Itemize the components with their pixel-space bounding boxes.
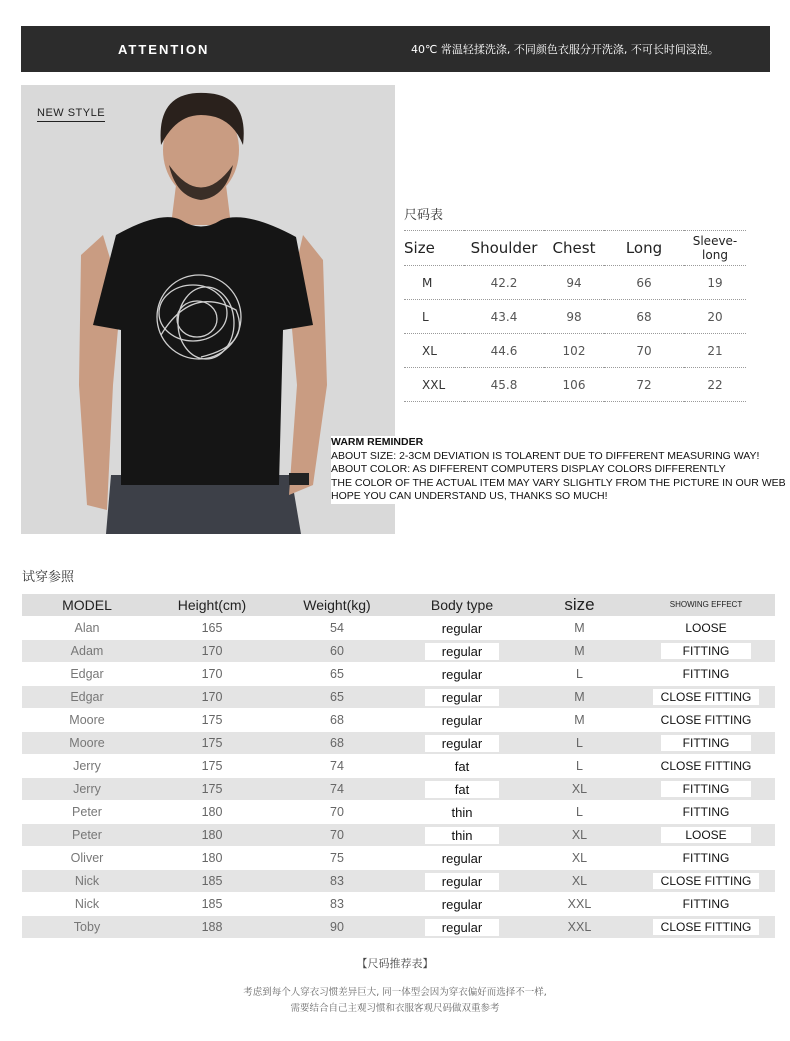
size-cell: 21 xyxy=(684,334,746,368)
size-chart-header xyxy=(404,231,746,266)
weight-cell: 60 xyxy=(272,640,402,663)
showing-effect-value: FITTING xyxy=(661,804,751,820)
model-name-cell: Adam xyxy=(22,640,152,663)
fit-chart-header xyxy=(22,594,775,617)
size-row xyxy=(404,334,746,368)
new-style-label: NEW STYLE xyxy=(37,107,105,122)
size-cell: L xyxy=(522,755,637,778)
model-header: MODEL xyxy=(22,594,152,617)
height-cell: 170 xyxy=(152,640,272,663)
height-cell: 185 xyxy=(152,893,272,916)
fit-row xyxy=(22,870,775,893)
chest-header: Chest xyxy=(544,231,604,266)
sleeve-long-header: Sleeve-long xyxy=(684,231,746,266)
body-type-value: regular xyxy=(425,689,499,706)
weight-cell: 90 xyxy=(272,916,402,939)
showing-effect-cell xyxy=(637,709,775,732)
size-cell: L xyxy=(522,801,637,824)
fit-row xyxy=(22,686,775,709)
showing-effect-value: FITTING xyxy=(661,666,751,682)
long-header: Long xyxy=(604,231,684,266)
showing-effect-value: FITTING xyxy=(661,735,751,751)
body-type-value: regular xyxy=(425,712,499,729)
size-cell: 94 xyxy=(544,266,604,300)
size-cell: 20 xyxy=(684,300,746,334)
weight-cell: 83 xyxy=(272,893,402,916)
size-cell: 22 xyxy=(684,368,746,402)
height-cell: 175 xyxy=(152,755,272,778)
fit-row xyxy=(22,893,775,916)
model-name-cell: Oliver xyxy=(22,847,152,870)
size-cell: 44.6 xyxy=(464,334,544,368)
body-type-value: regular xyxy=(425,735,499,752)
size-cell: XL xyxy=(522,824,637,847)
size-row xyxy=(404,266,746,300)
height-cell: 165 xyxy=(152,617,272,640)
showing-effect-value: CLOSE FITTING xyxy=(653,919,760,935)
body-type-cell xyxy=(402,824,522,847)
body-type-cell xyxy=(402,709,522,732)
showing-effect-cell xyxy=(637,640,775,663)
body-type-cell xyxy=(402,640,522,663)
footer-note xyxy=(0,985,790,1017)
size-header: Size xyxy=(404,231,464,266)
height-cell: 170 xyxy=(152,686,272,709)
fit-row xyxy=(22,732,775,755)
height-cell: 180 xyxy=(152,824,272,847)
weight-cell: 65 xyxy=(272,663,402,686)
model-name-cell: Peter xyxy=(22,801,152,824)
fit-row xyxy=(22,617,775,640)
height-header: Height(cm) xyxy=(152,594,272,617)
height-cell: 188 xyxy=(152,916,272,939)
shoulder-header: Shoulder xyxy=(464,231,544,266)
model-name-cell: Alan xyxy=(22,617,152,640)
size-cell: XL xyxy=(522,847,637,870)
showing-effect-value: LOOSE xyxy=(661,620,751,636)
reminder-line: ABOUT COLOR: AS DIFFERENT COMPUTERS DISPLAY COLORS DIFFERENTLY xyxy=(331,463,726,475)
showing-effect-cell xyxy=(637,801,775,824)
size-cell: XXL xyxy=(404,368,464,402)
weight-cell: 83 xyxy=(272,870,402,893)
size-cell: L xyxy=(522,663,637,686)
body-type-value: fat xyxy=(425,758,499,775)
body-type-value: regular xyxy=(425,873,499,890)
size-cell: XXL xyxy=(522,916,637,939)
size-cell: 19 xyxy=(684,266,746,300)
size-cell: XL xyxy=(522,870,637,893)
showing-effect-cell xyxy=(637,755,775,778)
size-header: size xyxy=(522,594,637,617)
model-name-cell: Moore xyxy=(22,709,152,732)
showing-effect-value: FITTING xyxy=(661,850,751,866)
weight-cell: 54 xyxy=(272,617,402,640)
body-type-header: Body type xyxy=(402,594,522,617)
body-type-cell xyxy=(402,732,522,755)
height-cell: 170 xyxy=(152,663,272,686)
model-name-cell: Edgar xyxy=(22,686,152,709)
footer-line: 需要结合自己主观习惯和衣服客观尺码做双重参考 xyxy=(290,1003,500,1014)
size-cell: 72 xyxy=(604,368,684,402)
fit-row xyxy=(22,640,775,663)
size-cell: XXL xyxy=(522,893,637,916)
weight-cell: 70 xyxy=(272,824,402,847)
size-cell: XL xyxy=(522,778,637,801)
body-type-cell xyxy=(402,778,522,801)
fit-row xyxy=(22,916,775,939)
showing-effect-value: CLOSE FITTING xyxy=(653,712,760,728)
attention-banner xyxy=(21,26,770,72)
body-type-cell xyxy=(402,893,522,916)
body-type-cell xyxy=(402,870,522,893)
body-type-cell xyxy=(402,617,522,640)
footer-title: 【尺码推荐表】 xyxy=(356,957,434,970)
weight-cell: 68 xyxy=(272,732,402,755)
body-type-value: thin xyxy=(425,827,499,844)
model-name-cell: Toby xyxy=(22,916,152,939)
weight-cell: 68 xyxy=(272,709,402,732)
fit-chart-table xyxy=(22,594,775,939)
size-cell: 68 xyxy=(604,300,684,334)
size-cell: XL xyxy=(404,334,464,368)
fit-row xyxy=(22,755,775,778)
body-type-value: regular xyxy=(425,896,499,913)
showing-effect-value: CLOSE FITTING xyxy=(653,758,760,774)
size-cell: 45.8 xyxy=(464,368,544,402)
reminder-heading: WARM REMINDER xyxy=(331,436,424,448)
reminder-line: HOPE YOU CAN UNDERSTAND US, THANKS SO MUCH! xyxy=(331,490,608,502)
fit-row xyxy=(22,709,775,732)
size-chart-title: 尺码表 xyxy=(404,208,444,223)
height-cell: 175 xyxy=(152,778,272,801)
weight-cell: 75 xyxy=(272,847,402,870)
attention-title: ATTENTION xyxy=(118,42,210,57)
size-cell: M xyxy=(522,686,637,709)
height-cell: 175 xyxy=(152,709,272,732)
size-cell: M xyxy=(522,640,637,663)
showing-effect-header: SHOWING EFFECT xyxy=(637,594,775,617)
model-name-cell: Jerry xyxy=(22,778,152,801)
body-type-cell xyxy=(402,847,522,870)
size-cell: 70 xyxy=(604,334,684,368)
body-type-value: regular xyxy=(425,666,499,683)
height-cell: 185 xyxy=(152,870,272,893)
weight-cell: 65 xyxy=(272,686,402,709)
model-name-cell: Edgar xyxy=(22,663,152,686)
fit-row xyxy=(22,847,775,870)
fit-row xyxy=(22,824,775,847)
showing-effect-value: CLOSE FITTING xyxy=(653,689,760,705)
body-type-cell xyxy=(402,801,522,824)
size-cell: 43.4 xyxy=(464,300,544,334)
wash-note: 40℃ 常温轻揉洗涤, 不同颜色衣服分开洗涤, 不可长时间浸泡。 xyxy=(411,43,719,56)
body-type-value: regular xyxy=(425,643,499,660)
reminder-line: ABOUT SIZE: 2-3CM DEVIATION IS TOLARENT DUE TO DIFFERENT MEASURING WAY! xyxy=(331,449,760,462)
body-type-cell xyxy=(402,755,522,778)
size-cell: 106 xyxy=(544,368,604,402)
weight-cell: 74 xyxy=(272,778,402,801)
showing-effect-cell xyxy=(637,732,775,755)
size-cell: 98 xyxy=(544,300,604,334)
showing-effect-value: FITTING xyxy=(661,896,751,912)
weight-cell: 70 xyxy=(272,801,402,824)
height-cell: 180 xyxy=(152,847,272,870)
body-type-value: thin xyxy=(425,804,499,821)
body-type-value: regular xyxy=(425,919,499,936)
size-cell: 102 xyxy=(544,334,604,368)
fit-row xyxy=(22,663,775,686)
body-type-value: fat xyxy=(425,781,499,798)
showing-effect-cell xyxy=(637,916,775,939)
size-row xyxy=(404,368,746,402)
size-cell: 42.2 xyxy=(464,266,544,300)
size-cell: M xyxy=(522,617,637,640)
warm-reminder xyxy=(331,436,789,504)
body-type-cell xyxy=(402,916,522,939)
weight-cell: 74 xyxy=(272,755,402,778)
showing-effect-value: FITTING xyxy=(661,643,751,659)
fit-chart-title: 试穿参照 xyxy=(22,570,75,585)
height-cell: 180 xyxy=(152,801,272,824)
footer-line: 考虑到每个人穿衣习惯差异巨大, 同一体型会因为穿衣偏好而选择不一样, xyxy=(243,987,547,998)
size-cell: 66 xyxy=(604,266,684,300)
model-name-cell: Peter xyxy=(22,824,152,847)
size-cell: L xyxy=(404,300,464,334)
height-cell: 175 xyxy=(152,732,272,755)
showing-effect-value: LOOSE xyxy=(661,827,751,843)
showing-effect-cell xyxy=(637,663,775,686)
model-name-cell: Jerry xyxy=(22,755,152,778)
model-name-cell: Nick xyxy=(22,870,152,893)
showing-effect-cell xyxy=(637,824,775,847)
fit-row xyxy=(22,801,775,824)
body-type-cell xyxy=(402,663,522,686)
model-name-cell: Nick xyxy=(22,893,152,916)
showing-effect-value: CLOSE FITTING xyxy=(653,873,760,889)
size-chart-table xyxy=(404,230,746,402)
size-cell: L xyxy=(522,732,637,755)
fit-row xyxy=(22,778,775,801)
showing-effect-value: FITTING xyxy=(661,781,751,797)
reminder-line: THE COLOR OF THE ACTUAL ITEM MAY VARY SLIGHTLY FROM THE PICTURE IN OUR WEB xyxy=(331,476,786,489)
size-cell: M xyxy=(522,709,637,732)
showing-effect-cell xyxy=(637,870,775,893)
weight-header: Weight(kg) xyxy=(272,594,402,617)
showing-effect-cell xyxy=(637,617,775,640)
showing-effect-cell xyxy=(637,893,775,916)
body-type-value: regular xyxy=(425,620,499,637)
model-name-cell: Moore xyxy=(22,732,152,755)
size-row xyxy=(404,300,746,334)
body-type-value: regular xyxy=(425,850,499,867)
showing-effect-cell xyxy=(637,686,775,709)
showing-effect-cell xyxy=(637,778,775,801)
body-type-cell xyxy=(402,686,522,709)
showing-effect-cell xyxy=(637,847,775,870)
size-cell: M xyxy=(404,266,464,300)
